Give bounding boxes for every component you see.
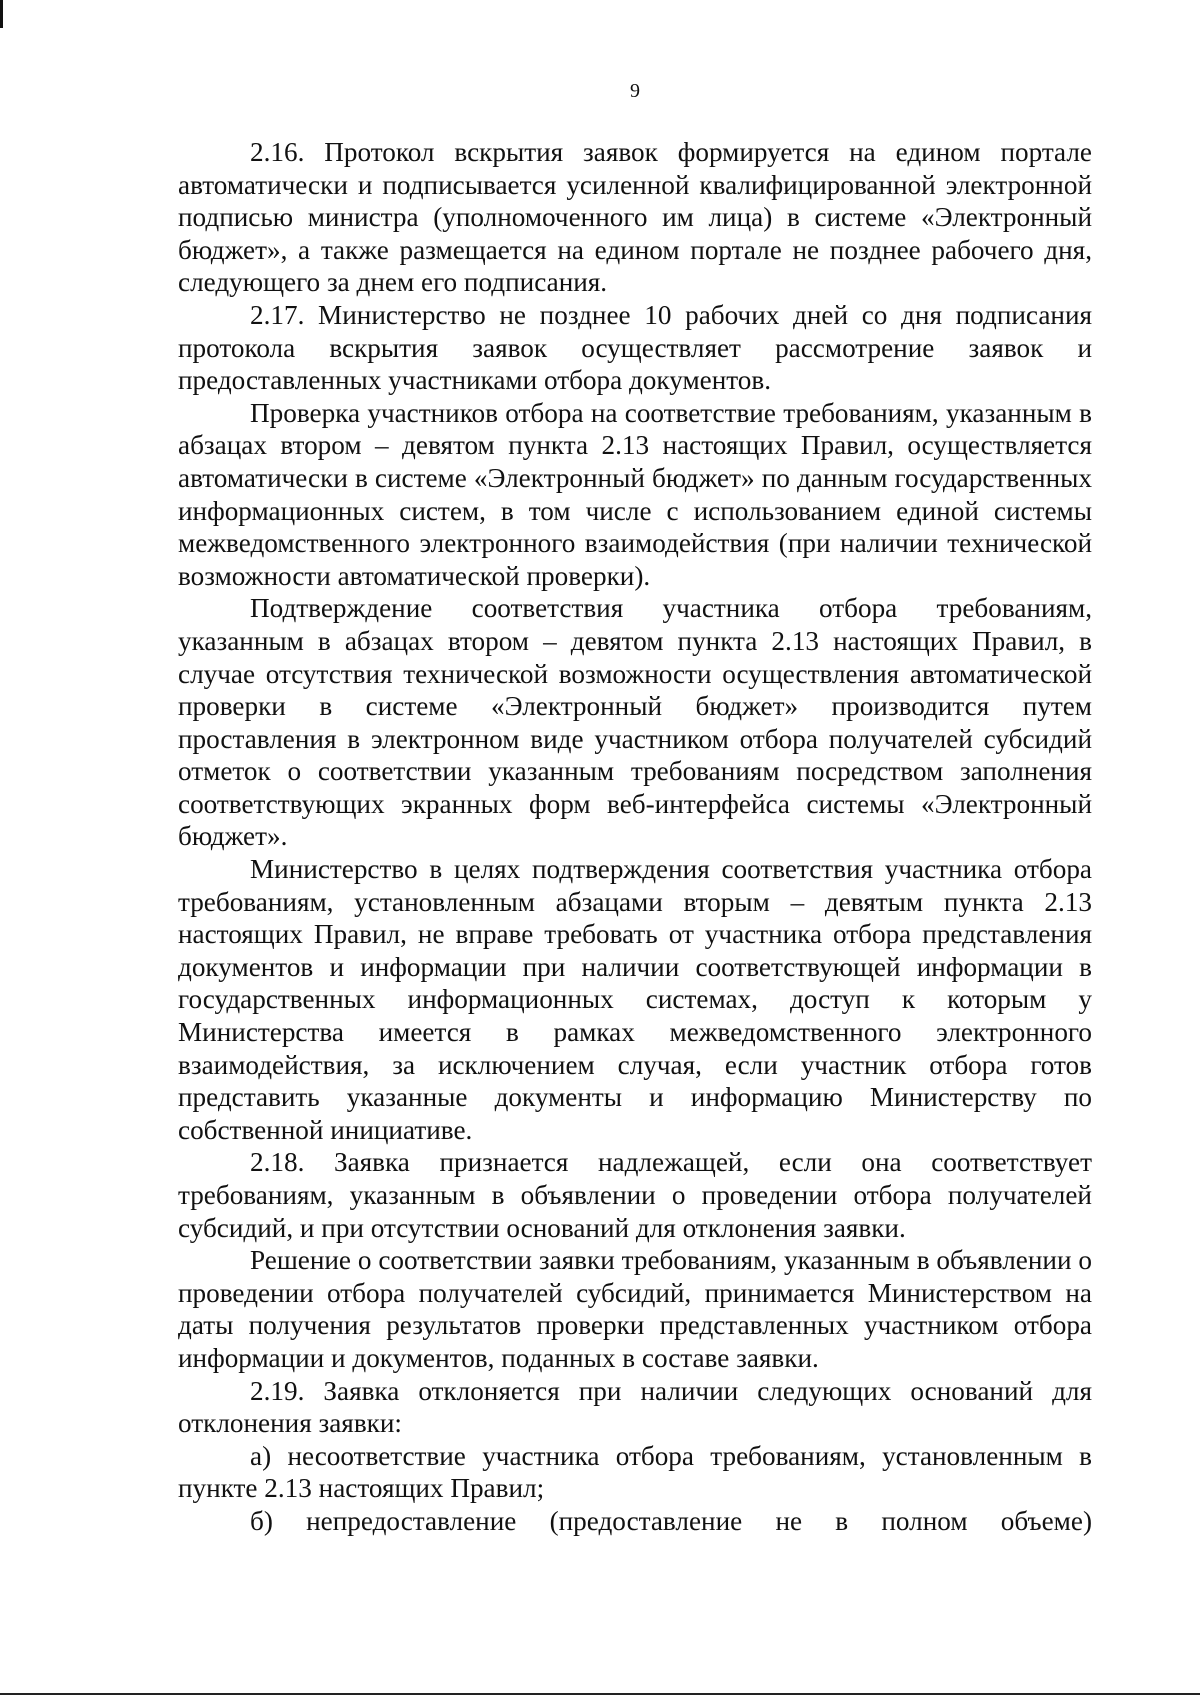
paragraph-automatic-check: Проверка участников отбора на соответствие требованиям, указанным в абзацах втором – девятом пункта 2.13 настоящих Правил, осуществляется автоматически в системе «Электронный бюджет» по данным государственных информационных систем, в том числе с использованием единой системы межведомственного электронного взаимодействия (при наличии технической возможности автоматической проверки). bbox=[178, 397, 1092, 591]
list-item-a: а) несоответствие участника отбора требованиям, установленным в пункте 2.13 настоящих Правил; bbox=[178, 1440, 1092, 1504]
paragraph-2-17: 2.17. Министерство не позднее 10 рабочих дней со дня подписания протокола вскрытия заявок осуществляет рассмотрение заявок и предоставленных участниками отбора документов. bbox=[178, 299, 1092, 396]
scan-edge-left bbox=[0, 0, 3, 28]
paragraph-decision: Решение о соответствии заявки требованиям, указанным в объявлении о проведении отбора получателей субсидий, принимается Министерством на даты получения результатов проверки представленных участником отбора информации и документов, поданных в составе заявки. bbox=[178, 1245, 1092, 1373]
paragraph-ministry-documents: Министерство в целях подтверждения соответствия участника отбора требованиям, установленным абзацами вторым – девятым пункта 2.13 настоящих Правил, не вправе требовать от участника отбора представления документов и информации при наличии соответствующей информации в государственных информационных системах, доступ к которым у Министерства имеется в рамках межведомственного электронного взаимодействия, за исключением случая, если участник отбора готов представить указанные документы и информацию Министерству по собственной инициативе. bbox=[178, 854, 1092, 1145]
scan-edge-bottom bbox=[0, 1693, 1200, 1695]
document-body bbox=[178, 136, 1092, 1538]
paragraph-2-19: 2.19. Заявка отклоняется при наличии следующих оснований для отклонения заявки: bbox=[178, 1375, 1092, 1439]
paragraph-confirmation: Подтверждение соответствия участника отбора требованиям, указанным в абзацах втором – девятом пункта 2.13 настоящих Правил, в случае отсутствия технической возможности осуществления автоматической проверки в системе «Электронный бюджет» производится путем проставления в электронном виде участником отбора получателей субсидий отметок о соответствии указанным требованиям посредством заполнения соответствующих экранных форм веб-интерфейса системы «Электронный бюджет». bbox=[178, 593, 1092, 852]
paragraph-2-16: 2.16. Протокол вскрытия заявок формируется на едином портале автоматически и подписывается усиленной квалифицированной электронной подписью министра (уполномоченного им лица) в системе «Электронный бюджет», а также размещается на едином портале не позднее рабочего дня, следующего за днем его подписания. bbox=[178, 137, 1092, 298]
page-number: 9 bbox=[630, 80, 640, 102]
list-item-b: б) непредоставление (предоставление не в полном объеме) bbox=[250, 1505, 1092, 1536]
paragraph-2-18: 2.18. Заявка признается надлежащей, если она соответствует требованиям, указанным в объявлении о проведении отбора получателей субсидий, и при отсутствии оснований для отклонения заявки. bbox=[178, 1147, 1092, 1243]
